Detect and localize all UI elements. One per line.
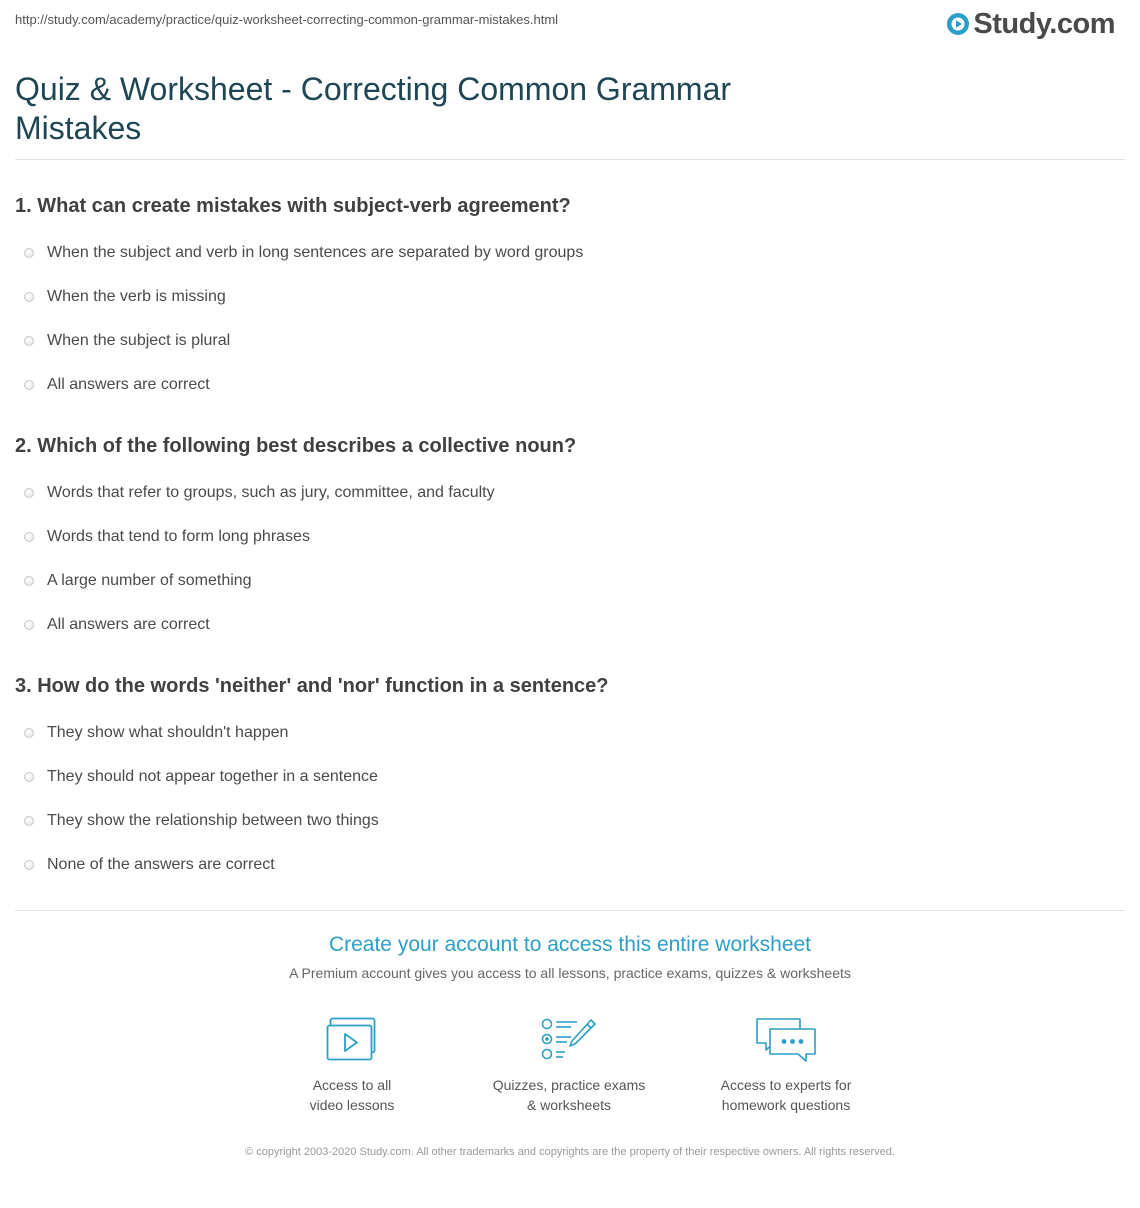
feature-label: Access to all video lessons <box>309 1077 395 1113</box>
answer-label: Words that tend to form long phrases <box>47 528 310 545</box>
radio-button[interactable] <box>24 488 34 498</box>
chat-experts-icon <box>754 1017 818 1063</box>
answer-option[interactable] <box>24 805 1115 849</box>
questions-divider <box>15 910 1125 911</box>
answer-option[interactable] <box>24 565 1115 609</box>
answer-option[interactable] <box>24 521 1115 565</box>
radio-button[interactable] <box>24 380 34 390</box>
radio-button[interactable] <box>24 576 34 586</box>
answer-option[interactable] <box>24 369 1115 413</box>
feature-experts <box>676 1017 896 1115</box>
question-text: 2. Which of the following best describes a collective noun? <box>15 435 577 457</box>
answer-label: A large number of something <box>47 572 252 589</box>
answer-label: When the verb is missing <box>47 288 226 305</box>
copyright-notice: © copyright 2003-2020 Study.com. All other trademarks and copyrights are the property of their respective owners. All rights reserved. <box>245 1146 895 1158</box>
answer-option[interactable] <box>24 281 1115 325</box>
quiz-checklist-icon <box>541 1017 597 1063</box>
answer-label: When the subject is plural <box>47 332 231 349</box>
radio-button[interactable] <box>24 816 34 826</box>
question-text: 3. How do the words 'neither' and 'nor' function in a sentence? <box>15 675 609 697</box>
feature-quizzes <box>459 1017 679 1115</box>
question-text: 1. What can create mistakes with subject-verb agreement? <box>15 195 571 217</box>
play-circle-icon <box>946 12 970 36</box>
radio-button[interactable] <box>24 620 34 630</box>
radio-button[interactable] <box>24 728 34 738</box>
answer-label: They show what shouldn't happen <box>47 724 289 741</box>
radio-button[interactable] <box>24 860 34 870</box>
answer-option[interactable] <box>24 325 1115 369</box>
answer-label: They show the relationship between two things <box>47 812 379 829</box>
answer-option[interactable] <box>24 609 1115 653</box>
answer-label: They should not appear together in a sentence <box>47 768 378 785</box>
study-logo[interactable] <box>946 10 1115 38</box>
answer-option[interactable] <box>24 761 1115 805</box>
logo-text: Study.com <box>973 8 1115 40</box>
question-2 <box>15 434 1115 653</box>
page-url: http://study.com/academy/practice/quiz-worksheet-correcting-common-grammar-mistakes.html <box>15 12 559 27</box>
question-1 <box>15 194 1115 413</box>
answer-list <box>15 477 1115 653</box>
answer-label: Words that refer to groups, such as jury, committee, and faculty <box>47 484 495 501</box>
feature-video-lessons <box>242 1017 462 1115</box>
radio-button[interactable] <box>24 532 34 542</box>
create-account-link[interactable]: Create your account to access this entire worksheet <box>328 933 812 956</box>
radio-button[interactable] <box>24 336 34 346</box>
feature-label: Quizzes, practice exams & worksheets <box>492 1077 646 1113</box>
answer-option[interactable] <box>24 237 1115 281</box>
answer-label: None of the answers are correct <box>47 856 275 873</box>
answer-list <box>15 717 1115 893</box>
feature-label: Access to experts for homework questions <box>720 1077 852 1113</box>
title-divider <box>15 159 1125 160</box>
video-lessons-icon <box>326 1017 378 1063</box>
answer-option[interactable] <box>24 717 1115 761</box>
answer-list <box>15 237 1115 413</box>
question-3 <box>15 674 1115 893</box>
top-bar <box>15 10 1125 42</box>
answer-option[interactable] <box>24 849 1115 893</box>
page-title: Quiz & Worksheet - Correcting Common Grammar Mistakes <box>15 71 732 146</box>
answer-option[interactable] <box>24 477 1115 521</box>
radio-button[interactable] <box>24 292 34 302</box>
answer-label: When the subject and verb in long sentences are separated by word groups <box>47 244 584 261</box>
answer-label: All answers are correct <box>47 376 210 393</box>
radio-button[interactable] <box>24 772 34 782</box>
radio-button[interactable] <box>24 248 34 258</box>
premium-description: A Premium account gives you access to all lessons, practice exams, quizzes & worksheets <box>289 965 851 981</box>
answer-label: All answers are correct <box>47 616 210 633</box>
